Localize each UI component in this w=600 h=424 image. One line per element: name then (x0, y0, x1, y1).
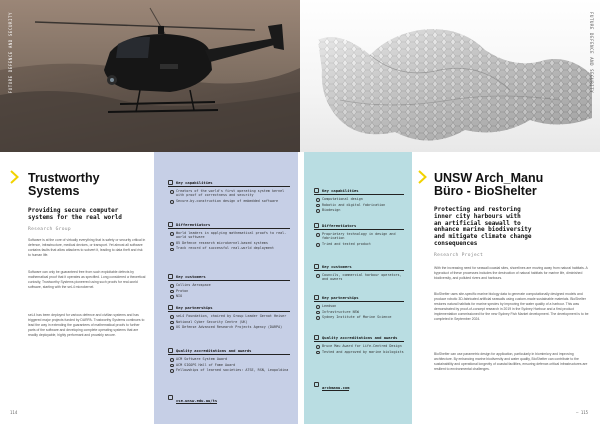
list-item: Robotic and digital fabrication (314, 203, 404, 207)
section-title: Quality accreditations and awards (322, 335, 398, 340)
right-subtitle-line: enhance marine biodiversity (434, 226, 532, 234)
bioshelter-illustration (300, 0, 600, 152)
differentiators-icon (314, 223, 319, 228)
left-page-number: 114 (10, 410, 18, 415)
section-title: Differentiators (176, 222, 211, 227)
section-differentiators (168, 222, 290, 252)
list-item: National Cyber Security Centre (UK) (168, 320, 290, 324)
list-item: Proprietary technology in design and fabrication (314, 232, 404, 240)
right-subtitle (434, 207, 532, 248)
link-icon (168, 395, 173, 400)
capabilities-icon (168, 180, 173, 185)
left-title-line1: Trustworthy (28, 171, 100, 185)
left-article (0, 152, 154, 424)
section-key-capabilities (168, 180, 290, 204)
section-differentiators (314, 223, 404, 247)
section-title: Differentiators (322, 223, 357, 228)
left-vertical-label: FUTURE DEFENCE AND SECURITY (8, 12, 13, 94)
section-accreditations (314, 335, 404, 355)
list-item: Tried and tested product (314, 242, 404, 246)
bioshelter-render (300, 0, 600, 152)
right-group-label: Research Project (434, 253, 484, 258)
link-icon (314, 382, 319, 387)
list-item: ACM Software System Award (168, 357, 290, 361)
list-item: World leaders in applying mathematical proofs to real-world software (168, 231, 290, 239)
differentiators-icon (168, 222, 173, 227)
section-title: Key customers (176, 274, 206, 279)
awards-icon (314, 335, 319, 340)
chevron-right-icon (418, 170, 427, 184)
list-item: Collins Aerospace (168, 283, 290, 287)
list-item: Biodesign (314, 208, 404, 212)
right-capabilities-panel (304, 152, 412, 424)
list-item: Sydney Institute of Marine Science (314, 315, 404, 319)
right-title (434, 172, 543, 198)
right-page-number-value: 115 (580, 410, 589, 415)
right-vertical-label: FUTURE DEFENCE AND SECURITY (589, 12, 594, 94)
left-title-line2: Systems (28, 184, 80, 198)
list-item: seL4 Foundation, chaired by Group Leader Gernot Heiser (168, 314, 290, 318)
list-item: ACM SIGOPS Hall of Fame Award (168, 363, 290, 367)
website-link-container (168, 389, 217, 407)
right-page-number: — 115 (576, 410, 589, 415)
chevron-right-icon (10, 170, 19, 184)
list-item: NIO (168, 294, 290, 298)
list-item: Leedson (314, 304, 404, 308)
left-title (28, 172, 100, 198)
right-paragraph-1: With the increasing need for seawall coastal sites, shorelines are moving away from natural habitats. A byproduct of these processes includes the destruction of natural habitats for marine life, diminished biodiversity, and polluted rivers and harbours. (434, 266, 588, 281)
section-key-partnerships (168, 305, 290, 331)
section-title: Key customers (322, 264, 352, 269)
section-title: Key capabilities (176, 180, 213, 185)
list-item: Tested and approved by marine biologists (314, 350, 404, 354)
list-item: Secure-by-construction design of embedded software (168, 199, 290, 203)
left-subtitle (28, 207, 122, 221)
right-title-line1: UNSW Arch_Manu (434, 171, 544, 185)
left-subtitle-line1: Providing secure computer (28, 207, 119, 214)
section-title: Quality accreditations and awards (176, 348, 252, 353)
right-subtitle-line: consequences (434, 239, 478, 247)
section-title: Key capabilities (322, 188, 359, 193)
list-item: Councils, commercial harbour operators, and owners (314, 273, 404, 281)
section-key-customers (168, 274, 290, 300)
helicopter-photo (0, 0, 300, 152)
section-accreditations (168, 348, 290, 374)
section-key-capabilities (314, 188, 404, 214)
website-link[interactable]: archmanu.com (322, 385, 350, 390)
left-paragraph-2: Software can only be guaranteed free from such exploitable defects by mathematical proof that it operates as specified. Long considered a theoretical curiosity, Trustworthy Systems pioneered using such proofs for real-world software, starting with the seL4 microkernel. (28, 270, 146, 290)
list-item: US Defense Advanced Research Projects Agency (DARPA) (168, 325, 290, 329)
awards-icon (168, 348, 173, 353)
helicopter-illustration (0, 0, 300, 152)
section-key-customers (314, 264, 404, 283)
left-group-label: Research Group (28, 227, 71, 232)
website-link-container (314, 376, 349, 394)
list-item: Computational design (314, 197, 404, 201)
section-key-partnerships (314, 295, 404, 321)
list-item: Creators of the world's first operating system kernel with proof of correctness and security (168, 189, 290, 197)
left-capabilities-panel (154, 152, 298, 424)
left-subtitle-line2: systems for the real world (28, 214, 122, 221)
left-paragraph-1: Software is at the core of virtually everything that is safety or security critical in defence, infrastructure, medical devices, or transport. Yet almost all software contains faults that allow attackers to subvert it, leading to data theft and risk to human life. (28, 238, 146, 258)
list-item: Bruce Mau Award for Life-Centred Design (314, 344, 404, 348)
list-item: Track record of successful real-world deployment (168, 246, 290, 250)
right-paragraph-2: BioShelter uses site-specific marine biology data to generate computationally designed models and produce robotic 3D-fabricated artificial seawalls using custom-made sustainable materials. BioShelter restores natural habitats for marine species by improving the water quality of a harbour. This was demonstrated by proof-of-concept research in 2019 in the Sydney Harbour and a first product implementation commissioned for the new Sydney Fish Market development. The development is to be completed in September 2024. (434, 292, 589, 322)
partnerships-icon (314, 295, 319, 300)
partnerships-icon (168, 305, 173, 310)
right-subtitle-line: inner city harbours with (434, 212, 521, 220)
list-item: Fellowships of learned societies: ATSE, RSN, Leopoldina (168, 368, 290, 372)
right-title-line2: Büro - BioShelter (434, 184, 537, 198)
section-title: Key partnerships (322, 295, 359, 300)
right-article (412, 152, 600, 424)
capabilities-icon (314, 188, 319, 193)
right-subtitle-line: and mitigate climate change (434, 233, 532, 241)
list-item: Infrastructure NSW (314, 310, 404, 314)
right-paragraph-3: BioShelter can use parametric design for application, particularly in biomimicry and improving architecture. By enhancing marine biodiversity and water quality, BioShelter can contribute to the sustainability and operational longevity of coastal facilities, ensuring defence-critical infrastructures are resilient to environmental challenges. (434, 352, 588, 372)
section-title: Key partnerships (176, 305, 213, 310)
customers-icon (314, 264, 319, 269)
website-link[interactable]: cse.unsw.edu.au/ts (176, 398, 218, 403)
list-item: 85 Defence research microkernel-based systems (168, 241, 290, 245)
customers-icon (168, 274, 173, 279)
right-subtitle-line: Protecting and restoring (434, 206, 521, 213)
right-subtitle-line: an artificial seawall to (434, 219, 521, 227)
left-paragraph-3: seL4 has been deployed for various defence and civilian systems and has triggered major projects funded by DARPA. Trustworthy Systems continues to lead the way in extending the guarantees of mathematical proofs to further parts of the software and developing complete operating systems that are readily deployable, highly performant and provably secure. (28, 313, 145, 338)
list-item: Proton (168, 289, 290, 293)
